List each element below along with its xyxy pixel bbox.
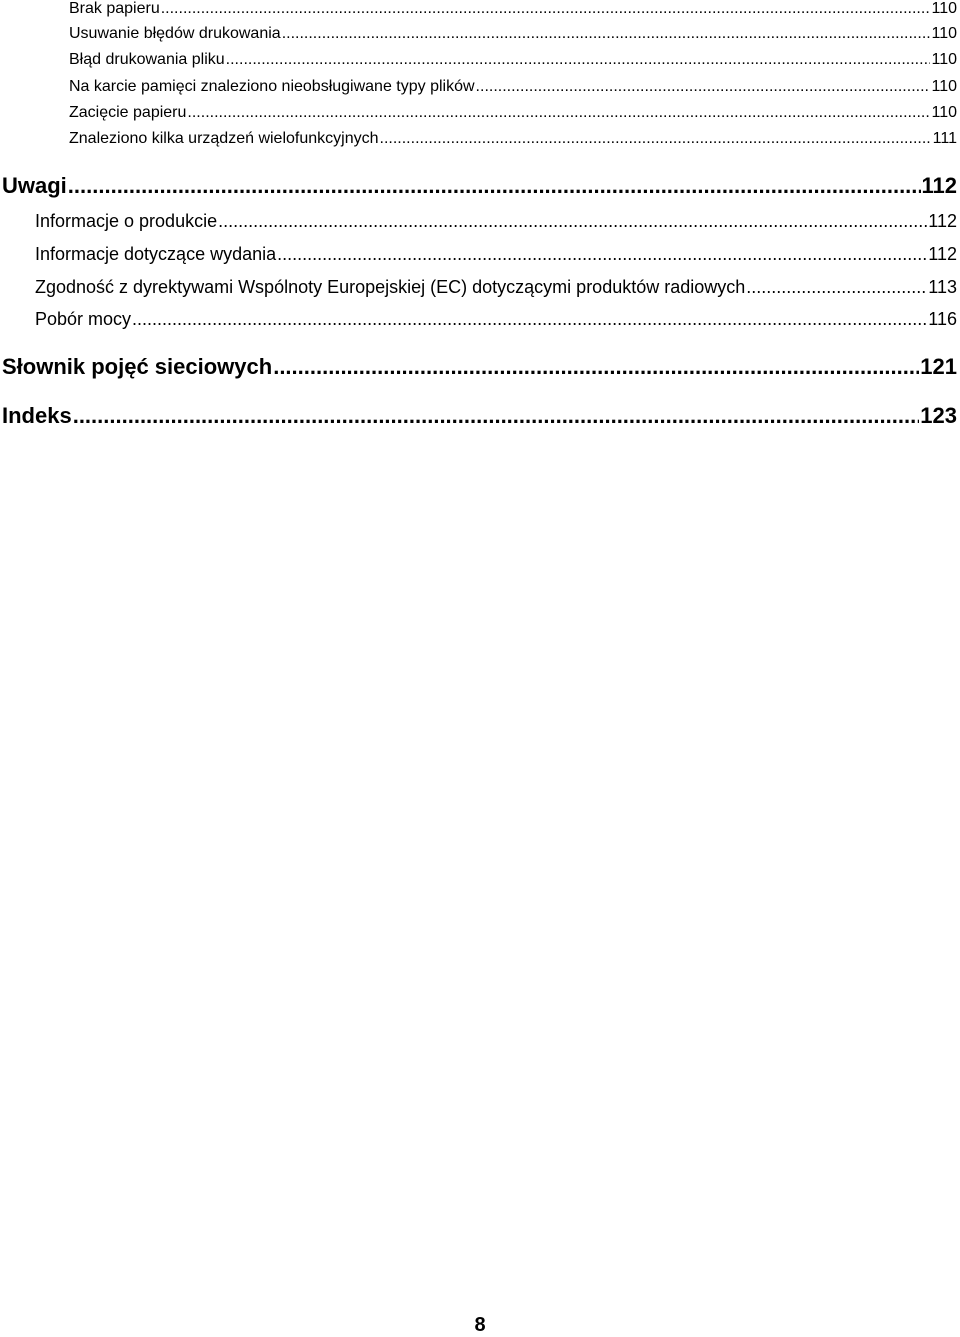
- toc-leader-dots: [73, 403, 920, 429]
- toc-leader-dots: [187, 104, 930, 122]
- toc-leader-dots: [68, 173, 921, 199]
- toc-entry-slownik[interactable]: [2, 354, 957, 380]
- toc-entry-title: Uwagi: [2, 173, 67, 198]
- toc-entry-page: 110: [931, 0, 957, 17]
- toc-entry-page: 112: [928, 244, 957, 264]
- toc-entry-pobor-mocy[interactable]: [35, 309, 957, 330]
- toc-entry-informacje-o-produkcie[interactable]: [35, 211, 957, 232]
- toc-leader-dots: [282, 25, 931, 43]
- toc-leader-dots: [746, 277, 927, 298]
- toc-entry-karta-pamieci[interactable]: [69, 78, 957, 96]
- toc-entry-page: 116: [928, 309, 957, 329]
- toc-leader-dots: [226, 51, 931, 69]
- toc-entry-title: Informacje dotyczące wydania: [35, 244, 277, 264]
- toc-entry-title: Na karcie pamięci znaleziono nieobsługiwane typy plików: [69, 78, 475, 95]
- page-number: 8: [474, 1314, 486, 1336]
- toc-entry-title: Słownik pojęć sieciowych: [2, 354, 273, 379]
- toc-entry-informacje-wydania[interactable]: [35, 244, 957, 265]
- toc-entry-page: 111: [932, 130, 957, 147]
- toc-entry-page: 113: [928, 277, 957, 297]
- toc-leader-dots: [218, 211, 927, 232]
- toc-entry-title: Zacięcie papieru: [69, 104, 187, 121]
- toc-leader-dots: [132, 309, 927, 330]
- toc-entry-uwagi[interactable]: [2, 173, 957, 199]
- toc-entry-title: Znaleziono kilka urządzeń wielofunkcyjnych: [69, 130, 379, 147]
- toc-entry-title: Indeks: [2, 403, 72, 428]
- toc-entry-title: Zgodność z dyrektywami Wspólnoty Europejskiej (EC) dotyczącymi produktów radiowych: [35, 277, 746, 297]
- toc-entry-title: Pobór mocy: [35, 309, 132, 329]
- toc-entry-page: 110: [931, 25, 957, 42]
- toc-entry-title: Usuwanie błędów drukowania: [69, 25, 281, 42]
- toc-entry-page: 112: [921, 173, 957, 198]
- toc-leader-dots: [380, 130, 932, 148]
- toc-leader-dots: [273, 354, 919, 380]
- toc-entry-usuwanie-bledow[interactable]: [69, 25, 957, 43]
- toc-entry-page: 110: [931, 51, 957, 68]
- toc-entry-title: Brak papieru: [69, 0, 160, 17]
- toc-entry-blad-drukowania[interactable]: [69, 51, 957, 69]
- toc-entry-page: 121: [920, 354, 957, 379]
- toc-entry-kilka-urzadzen[interactable]: [69, 130, 957, 148]
- toc-entry-page: 112: [928, 211, 957, 231]
- toc-entry-page: 110: [931, 104, 957, 121]
- toc-entry-brak-papieru[interactable]: [69, 0, 957, 18]
- toc-leader-dots: [277, 244, 927, 265]
- toc-entry-indeks[interactable]: [2, 403, 957, 429]
- toc-entry-title: Informacje o produkcie: [35, 211, 218, 231]
- toc-entry-zaciecie-papieru[interactable]: [69, 104, 957, 122]
- toc-entry-page: 110: [931, 78, 957, 95]
- toc-entry-page: 123: [920, 403, 957, 428]
- toc-leader-dots: [161, 0, 931, 18]
- toc-entry-title: Błąd drukowania pliku: [69, 51, 225, 68]
- toc-entry-zgodnosc-ec[interactable]: [35, 277, 957, 298]
- toc-leader-dots: [476, 78, 931, 96]
